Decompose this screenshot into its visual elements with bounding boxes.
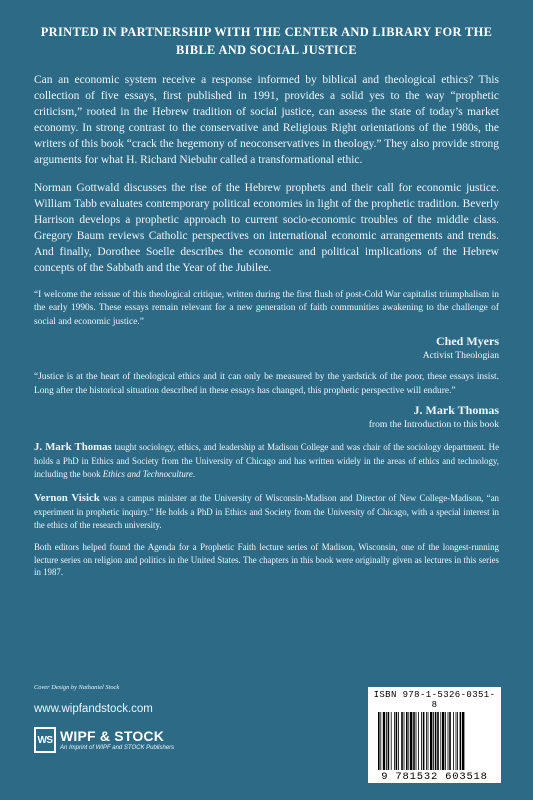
isbn-label: ISBN 978-1-5326-0351-8: [373, 690, 496, 710]
endorsement-role: Activist Theologian: [422, 350, 499, 362]
endorsement-role: from the Introduction to this book: [368, 418, 499, 430]
description-paragraph-1: Can an economic system receive a response informed by biblical and theological ethics? This collection of five essays, first published in 1991, provides a solid yes to the way “prophetic criticism,” rooted in the Hebrew tradition of social justice, can assess the state of today’s market economy. In strong contrast to the conservative and Religious Right orientations of the 1980s, the writers of this book “crack the hegemony of neoconservatives in theology.” They also provide strong arguments for what H. Richard Niebuhr called a transformational ethic.: [34, 73, 499, 166]
heading-line-2: BIBLE AND SOCIAL JUSTICE: [176, 42, 357, 57]
description-paragraph-2: Norman Gottwald discusses the rise of the Hebrew prophets and their call for economic justice. William Tabb evaluates contemporary political economies in light of the prophetic tradition. Beverly Harrison develops a prophetic approach to current socio-economic troubles of the middle class. Gregory Baum reviews Catholic perspectives on international economic arrangements and trends. And finally, Dorothee Soelle describes the economic and political implications of the Hebrew concepts of the Sabbath and the Year of the Jubilee.: [34, 181, 499, 274]
endorsement-author: J. Mark Thomas: [413, 402, 499, 417]
design-credit: Cover Design by Nathaniel Stock: [34, 684, 120, 691]
logo-title: WIPF & STOCK: [60, 728, 165, 744]
publisher-website: www.wipfandstock.com: [34, 703, 153, 715]
endorsement-author: Ched Myers: [436, 334, 499, 349]
bio-thomas-text: taught sociology, ethics, and leadership at Madison College and was chair of the sociology department. He holds a PhD in Ethics and Society from the University of Chicago and has written widely in the areas of ethics and technology, including the book: [34, 441, 500, 479]
barcode-digits: 9 781532 603518: [381, 771, 488, 783]
editors-note: Both editors helped found the Agenda for a Prophetic Faith lecture series of Madison, Wisconsin, one of the longest-running lecture series on religion and politics in the United States. The chapters in this book were originally given as lectures in this series in 1987.: [34, 542, 499, 578]
heading-line-1: PRINTED IN PARTNERSHIP WITH THE CENTER AND LIBRARY FOR THE: [40, 25, 493, 39]
partnership-heading: [34, 24, 499, 60]
bio-visick-name: Vernon Visick: [34, 491, 100, 504]
bio-thomas: [34, 440, 499, 481]
endorsement-quote: “I welcome the reissue of this theological critique, written during the first flush of post-Cold War capitalist triumphalism in the early 1990s. These essays remain relevant for a new generation of faith communities awakening to the challenge of social and economic justice.”: [34, 289, 499, 327]
logo-subtitle: An Imprint of WIPF and STOCK Publishers: [60, 745, 175, 751]
bio-visick-text: was a campus minister at the University of Wisconsin-Madison and Director of New College-Madison, “an experiment in prophetic inquiry.” He holds a PhD in Ethics and Society from the University of Chicago, with a special interest in the ethics of the research university.: [34, 492, 499, 530]
endorsement-quote: “Justice is at the heart of theological ethics and it can only be measured by the yardstick of the poor, these essays insist. Long after the historical situation described in these essays has changed, this prophetic perspective will endure.”: [34, 372, 499, 396]
publisher-logo: [34, 727, 174, 753]
logo-text: [60, 729, 174, 751]
cover-footer: [34, 684, 501, 784]
bio-visick: [34, 491, 499, 532]
barcode-icon: [376, 712, 494, 770]
endorsement-myers: [34, 289, 499, 361]
bio-thomas-name: J. Mark Thomas: [34, 440, 112, 453]
barcode-box: [368, 687, 501, 783]
bio-thomas-book: Ethics and Technoculture: [102, 468, 193, 479]
ws-logo-icon: WS: [34, 727, 56, 753]
bio-thomas-end: .: [192, 468, 196, 479]
endorsement-thomas: [34, 371, 499, 430]
